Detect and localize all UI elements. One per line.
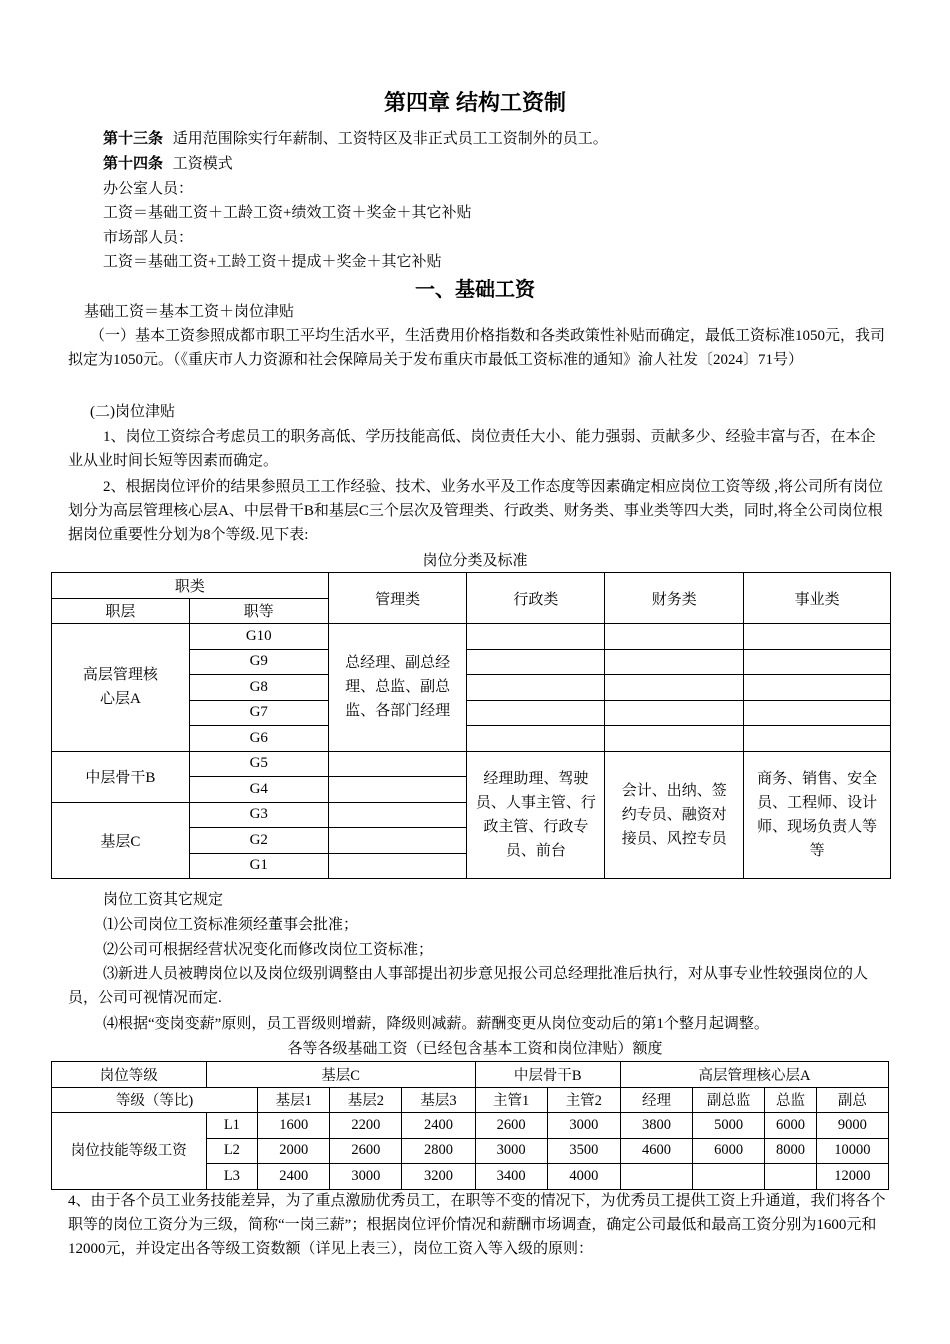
wage-cell: 3000 [475,1138,547,1164]
empty-cell [328,802,467,828]
empty-cell [328,828,467,854]
header-business: 事业类 [744,573,891,624]
empty-cell [328,853,467,879]
other-rules-title: 岗位工资其它规定 [103,892,224,908]
wage-cell: 3000 [330,1164,402,1190]
table2-caption: 各等各级基础工资（已经包含基本工资和岗位津贴）额度 [287,1041,663,1057]
base-wage-table [51,1061,889,1190]
grade-cell: G5 [189,751,328,777]
grade-cell: G6 [189,726,328,752]
rule-3: ⑶新进人员被聘岗位以及岗位级别调整由人事部提出初步意见报公司总经理批准后执行，对从事专业性较强岗位的人员，公司可视情况而定. [68,966,869,1006]
wage-cell: 2600 [475,1113,547,1139]
empty-cell [467,624,605,650]
table-row [52,1113,889,1139]
base-formula: 基础工资＝基本工资＋岗位津贴 [84,304,295,320]
wage-cell: 3800 [620,1113,692,1139]
column-header: 基层2 [330,1087,402,1113]
wage-cell: 8000 [765,1138,817,1164]
post-classification-table [51,572,891,879]
rule-2: ⑵公司可根据经营状况变化而修改岗位工资标准； [103,942,434,958]
header-level-ratio: 等级（等比) [52,1087,258,1113]
wage-cell: 4000 [547,1164,620,1190]
column-header: 主管1 [475,1087,547,1113]
wage-cell: 3500 [547,1138,620,1164]
empty-cell [605,675,744,701]
article-14-label: 第十四条 [103,156,164,172]
empty-cell [605,700,744,726]
column-header: 副总 [816,1087,888,1113]
management-a-cell: 总经理、副总经理、总监、副总监、各部门经理 [328,624,467,752]
administration-bc-cell: 经理助理、驾驶员、人事主管、行政主管、行政专员、前台 [467,751,605,879]
wage-cell: 2600 [330,1138,402,1164]
header-grade: 职等 [189,598,328,624]
header-mid-b: 中层骨干B [475,1062,620,1088]
article-13-label: 第十三条 [103,131,164,147]
wage-cell [765,1164,817,1190]
header-finance: 财务类 [605,573,744,624]
wage-cell: 3200 [402,1164,475,1190]
empty-cell [467,675,605,701]
column-header: 基层3 [402,1087,475,1113]
paragraph-basic-wage: （一）基本工资参照成都市职工平均生活水平，生活费用价格指数和各类政策性补贴而确定，最低工资标准1050元，我司拟定为1050元。（《重庆市人力资源和社会保障局关于发布重庆市最低工资标准的通知》渝人社发〔2024〕71号） [68,328,886,368]
wage-cell: 10000 [816,1138,888,1164]
wage-cell: 2000 [258,1138,330,1164]
article-14 [103,152,233,173]
market-formula: 工资＝基础工资+工龄工资＋提成＋奖金＋其它补贴 [103,254,442,270]
paragraph-three-levels: 4、由于各个员工业务技能差异，为了重点激励优秀员工，在职等不变的情况下，为优秀员工提供工资上升通道，我们将各个职等的岗位工资分为三级，简称“一岗三薪”；根据岗位评价情况和薪酬市场调查，确定公司最低和最高工资分别为1600元和12000元，并设定出各等级工资数额（详见上表三），岗位工资入等入级的原则： [68,1193,886,1257]
column-header: 基层1 [258,1087,330,1113]
wage-cell: 2400 [402,1113,475,1139]
wage-cell: 3000 [547,1113,620,1139]
empty-cell [328,751,467,777]
market-label: 市场部人员： [103,230,194,246]
article-14-text: 工资模式 [172,156,233,172]
layer-c-cell: 基层C [52,802,190,879]
table1-caption: 岗位分类及标准 [422,553,528,569]
empty-cell [744,675,891,701]
grade-cell: G3 [189,802,328,828]
level-cell: L3 [206,1164,258,1190]
wage-cell: 6000 [693,1138,765,1164]
empty-cell [605,649,744,675]
header-management: 管理类 [328,573,467,624]
empty-cell [744,726,891,752]
header-level: 职层 [52,598,190,624]
rule-4: ⑷根据“变岗变薪”原则，员工晋级则增薪，降级则减薪。薪酬变更从岗位变动后的第1个整月起调整。 [103,1016,769,1032]
wage-cell: 2400 [258,1164,330,1190]
header-base-c: 基层C [206,1062,475,1088]
column-header: 总监 [765,1087,817,1113]
grade-cell: G2 [189,828,328,854]
wage-cell: 12000 [816,1164,888,1190]
empty-cell [744,700,891,726]
article-13 [103,127,608,148]
empty-cell [467,700,605,726]
empty-cell [467,649,605,675]
article-13-text: 适用范围除实行年薪制、工资特区及非正式员工工资制外的员工。 [172,131,608,147]
empty-cell [744,649,891,675]
paragraph-allowance-heading: (二)岗位津贴 [90,404,175,420]
empty-cell [605,726,744,752]
grade-cell: G4 [189,777,328,803]
row-group-label: 岗位技能等级工资 [52,1113,207,1190]
paragraph-allowance-2: 2、根据岗位评价的结果参照员工工作经验、技术、业务水平及工作态度等因素确定相应岗位工资等级 ,将公司所有岗位划分为高层管理核心层A、中层骨干B和基层C三个层次及管理类、行政类、财务类、事业类等四大类，同时,将全公司岗位根据岗位重要性分划为8个等级.见下表: [68,479,884,543]
business-bc-cell: 商务、销售、安全员、工程师、设计师、现场负责人等等 [744,751,891,879]
header-category: 职类 [52,573,329,599]
grade-cell: G8 [189,675,328,701]
column-header: 经理 [620,1087,692,1113]
wage-cell: 2800 [402,1138,475,1164]
empty-cell [744,624,891,650]
grade-cell: G1 [189,853,328,879]
section-1-title: 一、基础工资 [415,279,535,301]
empty-cell [467,726,605,752]
empty-cell [605,624,744,650]
wage-cell [620,1164,692,1190]
layer-a-cell: 高层管理核心层A [52,624,190,752]
header-top-a: 高层管理核心层A [620,1062,888,1088]
level-cell: L2 [206,1138,258,1164]
paragraph-allowance-1: 1、岗位工资综合考虑员工的职务高低、学历技能高低、岗位责任大小、能力强弱、贡献多少、经验丰富与否，在本企业从业时间长短等因素而确定。 [68,429,876,469]
chapter-title: 第四章 结构工资制 [383,90,567,115]
rule-1: ⑴公司岗位工资标准须经董事会批准； [103,917,359,933]
wage-cell: 3400 [475,1164,547,1190]
grade-cell: G10 [189,624,328,650]
office-label: 办公室人员： [103,181,194,197]
grade-cell: G9 [189,649,328,675]
wage-cell: 1600 [258,1113,330,1139]
header-administration: 行政类 [467,573,605,624]
column-header: 副总监 [693,1087,765,1113]
wage-cell: 4600 [620,1138,692,1164]
wage-cell [693,1164,765,1190]
layer-b-cell: 中层骨干B [52,751,190,802]
wage-cell: 2200 [330,1113,402,1139]
wage-cell: 5000 [693,1113,765,1139]
office-formula: 工资＝基础工资＋工龄工资+绩效工资＋奖金＋其它补贴 [103,205,472,221]
finance-bc-cell: 会计、出纳、签约专员、融资对接员、风控专员 [605,751,744,879]
empty-cell [328,777,467,803]
column-header: 主管2 [547,1087,620,1113]
header-post-grade: 岗位等级 [52,1062,207,1088]
wage-cell: 9000 [816,1113,888,1139]
wage-cell: 6000 [765,1113,817,1139]
grade-cell: G7 [189,700,328,726]
level-cell: L1 [206,1113,258,1139]
